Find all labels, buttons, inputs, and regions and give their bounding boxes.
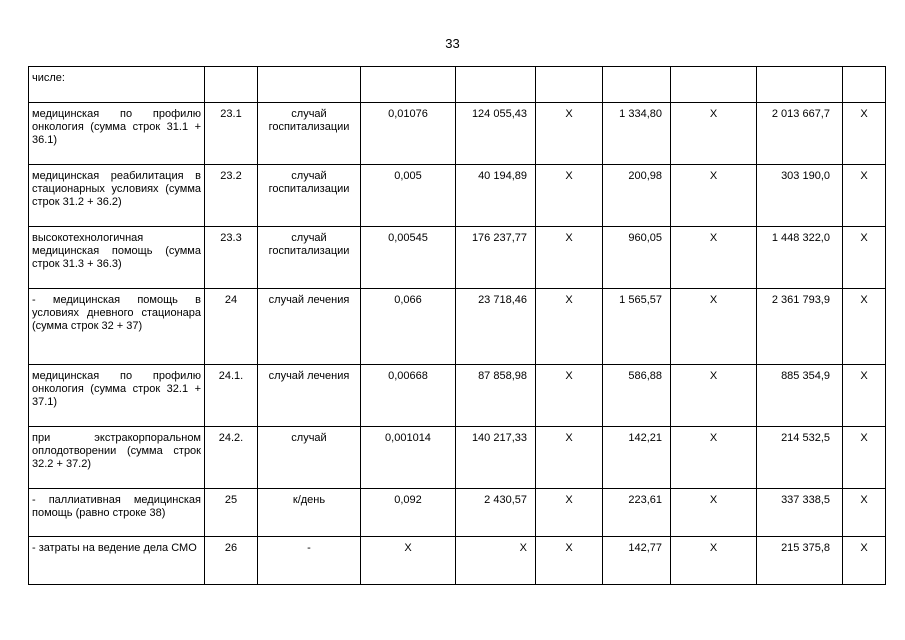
cell-amount: 303 190,0 — [757, 165, 843, 227]
cell-unit: случай лечения — [258, 289, 361, 365]
cell-amount: 885 354,9 — [757, 365, 843, 427]
cell-unit-cost: 87 858,98 — [456, 365, 536, 427]
table-row — [29, 489, 886, 537]
cell-unit: случай госпитализации — [258, 165, 361, 227]
cell-amount: 2 013 667,7 — [757, 103, 843, 165]
cell-x: Х — [536, 489, 603, 537]
cell-unit-cost — [456, 67, 536, 103]
cell-x: Х — [536, 227, 603, 289]
cell-norm: 0,005 — [361, 165, 456, 227]
cell-line-code: 26 — [205, 537, 258, 585]
cell-amount: 214 532,5 — [757, 427, 843, 489]
cell-x: Х — [671, 365, 757, 427]
cell-x: Х — [536, 165, 603, 227]
cell-unit-cost: 124 055,43 — [456, 103, 536, 165]
cell-norm: 0,092 — [361, 489, 456, 537]
cell-unit: случай госпитализации — [258, 227, 361, 289]
cell-per-capita: 1 565,57 — [603, 289, 671, 365]
table-row — [29, 289, 886, 365]
cell-line-code: 23.1 — [205, 103, 258, 165]
cell-per-capita: 142,77 — [603, 537, 671, 585]
cell-line-code — [205, 67, 258, 103]
cell-amount: 1 448 322,0 — [757, 227, 843, 289]
cell-x: Х — [843, 165, 886, 227]
table-row — [29, 227, 886, 289]
cell-unit: случай госпитализации — [258, 103, 361, 165]
table-row — [29, 365, 886, 427]
cell-unit-cost: 176 237,77 — [456, 227, 536, 289]
cell-name: - затраты на ведение дела СМО — [29, 537, 205, 585]
cell-x: Х — [671, 227, 757, 289]
cell-norm: 0,00545 — [361, 227, 456, 289]
cell-x: Х — [536, 537, 603, 585]
table-row — [29, 427, 886, 489]
table-row — [29, 103, 886, 165]
cell-norm: 0,001014 — [361, 427, 456, 489]
cell-x: Х — [536, 289, 603, 365]
cell-name: - паллиативная медицинская помощь (равно строке 38) — [29, 489, 205, 537]
table-row — [29, 165, 886, 227]
cell-amount: 2 361 793,9 — [757, 289, 843, 365]
cell-name: медицинская по профилю онкология (сумма строк 31.1 + 36.1) — [29, 103, 205, 165]
cell-norm: 0,00668 — [361, 365, 456, 427]
cell-x: Х — [671, 289, 757, 365]
cell-x: Х — [536, 427, 603, 489]
cell-line-code: 23.3 — [205, 227, 258, 289]
data-table — [28, 66, 886, 585]
cell-x: Х — [671, 537, 757, 585]
cell-x: Х — [536, 365, 603, 427]
cell-unit: к/день — [258, 489, 361, 537]
cell-per-capita: 960,05 — [603, 227, 671, 289]
cell-x — [843, 67, 886, 103]
cell-x: Х — [843, 103, 886, 165]
cell-unit: - — [258, 537, 361, 585]
cell-per-capita: 200,98 — [603, 165, 671, 227]
cell-x: Х — [671, 489, 757, 537]
cell-unit-cost: Х — [456, 537, 536, 585]
cell-unit-cost: 23 718,46 — [456, 289, 536, 365]
cell-line-code: 25 — [205, 489, 258, 537]
cell-per-capita: 223,61 — [603, 489, 671, 537]
cell-amount — [757, 67, 843, 103]
cell-per-capita: 586,88 — [603, 365, 671, 427]
cell-unit: случай — [258, 427, 361, 489]
cell-per-capita: 1 334,80 — [603, 103, 671, 165]
cell-name: при экстракорпоральном оплодотворении (сумма строк 32.2 + 37.2) — [29, 427, 205, 489]
cell-name: высокотехнологичная медицинская помощь (сумма строк 31.3 + 36.3) — [29, 227, 205, 289]
cell-unit-cost: 140 217,33 — [456, 427, 536, 489]
cell-x: Х — [843, 537, 886, 585]
page-number: 33 — [445, 36, 460, 51]
cell-x: Х — [671, 103, 757, 165]
table-row — [29, 67, 886, 103]
cell-name: медицинская по профилю онкология (сумма строк 32.1 + 37.1) — [29, 365, 205, 427]
cell-norm: 0,066 — [361, 289, 456, 365]
cell-x: Х — [843, 365, 886, 427]
cell-norm: 0,01076 — [361, 103, 456, 165]
cell-amount: 337 338,5 — [757, 489, 843, 537]
cell-x: Х — [671, 427, 757, 489]
cell-norm: Х — [361, 537, 456, 585]
cell-x — [536, 67, 603, 103]
cell-line-code: 24.1. — [205, 365, 258, 427]
cell-unit-cost: 40 194,89 — [456, 165, 536, 227]
cell-x — [671, 67, 757, 103]
cell-x: Х — [536, 103, 603, 165]
cell-line-code: 24 — [205, 289, 258, 365]
cell-x: Х — [843, 227, 886, 289]
cell-unit-cost: 2 430,57 — [456, 489, 536, 537]
cell-amount: 215 375,8 — [757, 537, 843, 585]
cell-name: - медицинская помощь в условиях дневного стационара (сумма строк 32 + 37) — [29, 289, 205, 365]
cell-line-code: 23.2 — [205, 165, 258, 227]
cell-name: числе: — [29, 67, 205, 103]
cell-unit: случай лечения — [258, 365, 361, 427]
table-body — [29, 67, 886, 585]
cell-unit — [258, 67, 361, 103]
cell-norm — [361, 67, 456, 103]
cell-x: Х — [671, 165, 757, 227]
cell-x: Х — [843, 427, 886, 489]
cell-name: медицинская реабилитация в стационарных условиях (сумма строк 31.2 + 36.2) — [29, 165, 205, 227]
cell-per-capita: 142,21 — [603, 427, 671, 489]
cell-x: Х — [843, 289, 886, 365]
cell-x: Х — [843, 489, 886, 537]
cell-line-code: 24.2. — [205, 427, 258, 489]
cell-per-capita — [603, 67, 671, 103]
table-row — [29, 537, 886, 585]
